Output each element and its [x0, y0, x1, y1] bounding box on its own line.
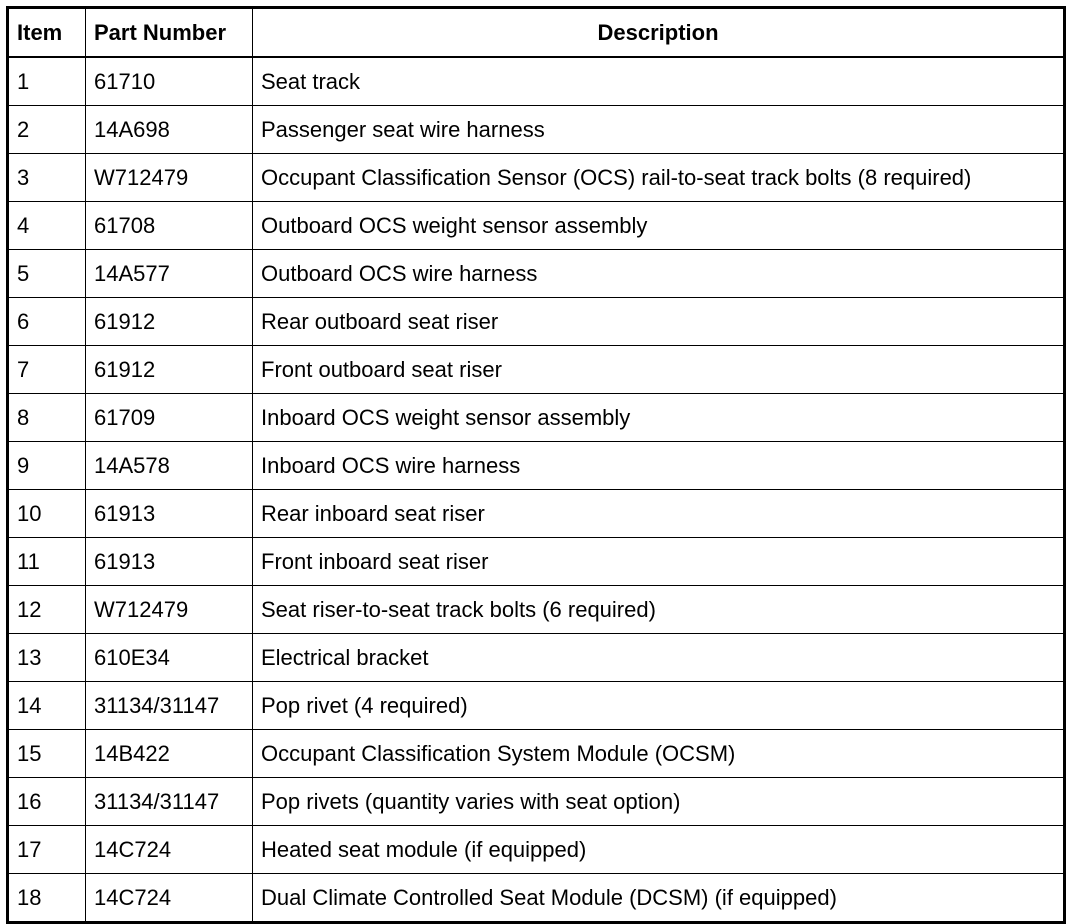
part-number-cell: W712479 — [86, 586, 253, 634]
table-row — [8, 586, 1065, 634]
part-number-cell: W712479 — [86, 154, 253, 202]
table-row — [8, 874, 1065, 923]
table-row — [8, 57, 1065, 106]
description-cell: Rear inboard seat riser — [253, 490, 1065, 538]
part-number-cell: 61913 — [86, 490, 253, 538]
part-number-cell: 14A578 — [86, 442, 253, 490]
parts-table — [6, 6, 1066, 924]
table-row — [8, 298, 1065, 346]
item-cell: 4 — [8, 202, 86, 250]
part-number-cell: 14A577 — [86, 250, 253, 298]
header-part-number: Part Number — [86, 8, 253, 58]
description-cell: Pop rivets (quantity varies with seat option) — [253, 778, 1065, 826]
description-cell: Passenger seat wire harness — [253, 106, 1065, 154]
description-cell: Pop rivet (4 required) — [253, 682, 1065, 730]
description-cell: Seat riser-to-seat track bolts (6 required) — [253, 586, 1065, 634]
part-number-cell: 14A698 — [86, 106, 253, 154]
description-cell: Seat track — [253, 57, 1065, 106]
item-cell: 14 — [8, 682, 86, 730]
description-cell: Front inboard seat riser — [253, 538, 1065, 586]
part-number-cell: 14B422 — [86, 730, 253, 778]
item-cell: 16 — [8, 778, 86, 826]
table-row — [8, 442, 1065, 490]
item-cell: 3 — [8, 154, 86, 202]
table-row — [8, 730, 1065, 778]
item-cell: 2 — [8, 106, 86, 154]
item-cell: 6 — [8, 298, 86, 346]
parts-list-sheet — [6, 6, 1066, 924]
description-cell: Outboard OCS weight sensor assembly — [253, 202, 1065, 250]
part-number-cell: 61709 — [86, 394, 253, 442]
table-row — [8, 826, 1065, 874]
item-cell: 1 — [8, 57, 86, 106]
part-number-cell: 61913 — [86, 538, 253, 586]
table-row — [8, 634, 1065, 682]
description-cell: Electrical bracket — [253, 634, 1065, 682]
part-number-cell: 61912 — [86, 346, 253, 394]
item-cell: 9 — [8, 442, 86, 490]
header-description: Description — [253, 8, 1065, 58]
description-cell: Inboard OCS wire harness — [253, 442, 1065, 490]
item-cell: 18 — [8, 874, 86, 923]
description-cell: Outboard OCS wire harness — [253, 250, 1065, 298]
part-number-cell: 31134/31147 — [86, 778, 253, 826]
item-cell: 8 — [8, 394, 86, 442]
item-cell: 10 — [8, 490, 86, 538]
description-cell: Front outboard seat riser — [253, 346, 1065, 394]
table-row — [8, 490, 1065, 538]
description-cell: Dual Climate Controlled Seat Module (DCSM) (if equipped) — [253, 874, 1065, 923]
item-cell: 15 — [8, 730, 86, 778]
item-cell: 11 — [8, 538, 86, 586]
header-item: Item — [8, 8, 86, 58]
table-row — [8, 394, 1065, 442]
part-number-cell: 14C724 — [86, 874, 253, 923]
description-cell: Occupant Classification System Module (OCSM) — [253, 730, 1065, 778]
part-number-cell: 31134/31147 — [86, 682, 253, 730]
item-cell: 5 — [8, 250, 86, 298]
item-cell: 13 — [8, 634, 86, 682]
part-number-cell: 61708 — [86, 202, 253, 250]
table-row — [8, 202, 1065, 250]
table-header-row — [8, 8, 1065, 58]
part-number-cell: 61710 — [86, 57, 253, 106]
part-number-cell: 14C724 — [86, 826, 253, 874]
table-row — [8, 346, 1065, 394]
table-row — [8, 682, 1065, 730]
table-row — [8, 778, 1065, 826]
part-number-cell: 610E34 — [86, 634, 253, 682]
item-cell: 7 — [8, 346, 86, 394]
table-row — [8, 538, 1065, 586]
description-cell: Heated seat module (if equipped) — [253, 826, 1065, 874]
table-row — [8, 106, 1065, 154]
item-cell: 17 — [8, 826, 86, 874]
table-row — [8, 154, 1065, 202]
part-number-cell: 61912 — [86, 298, 253, 346]
item-cell: 12 — [8, 586, 86, 634]
description-cell: Rear outboard seat riser — [253, 298, 1065, 346]
description-cell: Inboard OCS weight sensor assembly — [253, 394, 1065, 442]
description-cell: Occupant Classification Sensor (OCS) rail-to-seat track bolts (8 required) — [253, 154, 1065, 202]
table-row — [8, 250, 1065, 298]
table-body — [8, 57, 1065, 923]
